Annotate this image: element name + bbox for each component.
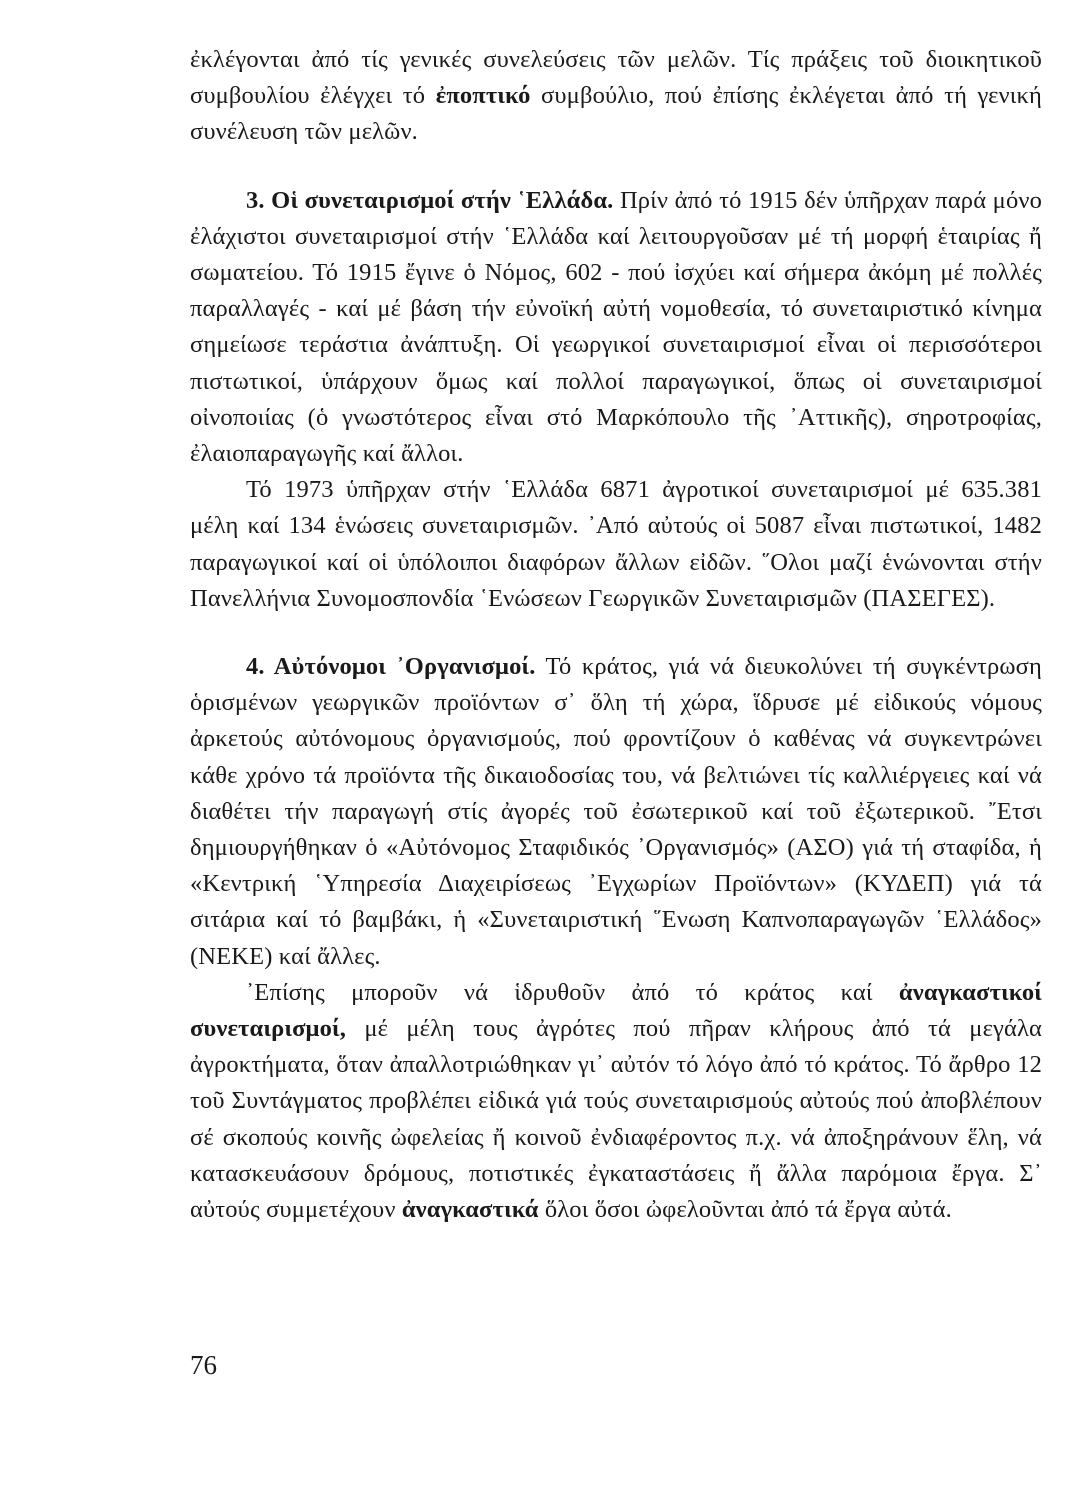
section-4-compulsory-paragraph [190,975,1042,1228]
intro-paragraph [190,42,1042,151]
section-4-p2-mid: μέ μέλη τους ἀγρότες πού πῆραν κλήρους ἀπό τά μεγάλα ἀγροκτήματα, ὅταν ἀπαλλοτριώθηκαν γι᾿ αὐτόν τό λόγο ἀπό τό κράτος. Τό ἄρθρο 12 τοῦ Συντάγματος προβλέπει εἰδικά γιά τούς συνεταιρισμούς αὐτούς πού ἀποβλέπουν σέ σκοπούς κοινῆς ὠφελείας ἤ κοινοῦ ἐνδιαφέροντος π.χ. νά ἀποξηράνουν ἕλη, νά κατασκευάσουν δρόμους, ποτιστικές ἐγκαταστάσεις ἤ ἄλλα παρόμοια ἔργα. Σ᾿ αὐτούς συμμετέχουν [190,1015,1042,1224]
section-4-p2-bold-term-2: ἀναγκαστικά [401,1196,539,1224]
page-number: 76 [190,1350,217,1380]
intro-text-after: συμβούλιο, πού ἐπίσης ἐκλέγεται ἀπό τή γενική συνέλευση τῶν μελῶν. [190,82,1042,146]
section-3-text: Πρίν ἀπό τό 1915 δέν ὑπῆρχαν παρά μόνο ἐλάχιστοι συνεταιρισμοί στήν ῾Ελλάδα καί λειτουργοῦσαν μέ τή μορφή ἑταιρίας ἤ σωματείου. Τό 1915 ἔγινε ὁ Νόμος, 602 - πού ἰσχύει καί σήμερα ἀκόμη μέ πολλές παραλλαγές - καί μέ βάση τήν εὐνοϊκή αὐτή νομοθεσία, τό συνεταιριστικό κίνημα σημείωσε τεράστια ἀνάπτυξη. Οἱ γεωργικοί συνεταιρισμοί εἶναι οἱ περισσότεροι πιστωτικοί, ὑπάρχουν ὅμως καί πολλοί παραγωγικοί, ὅπως οἱ συνεταιρισμοί οἰνοποιίας (ὁ γνωστότερος εἶναι στό Μαρκόπουλο τῆς ᾿Αττικῆς), σηροτροφίας, ἐλαιοπαραγωγῆς καί ἄλλοι. [190,186,1042,468]
intro-text: ἐκλέγονται ἀπό τίς γενικές συνελεύσεις τῶν μελῶν. Τίς πράξεις τοῦ διοικητικοῦ συμβουλίου ἐλέγχει τό [190,46,1042,110]
section-3-stats-paragraph [190,472,1042,617]
section-4-paragraph [190,649,1042,975]
section-4-p2-bold-term-1: ἀναγκαστικοί συνεταιρισμοί, [190,978,1042,1043]
section-4-heading: 4. Αὐτόνομοι ᾿Οργανισμοί. [246,653,536,681]
section-4-text: Τό κράτος, γιά νά διευκολύνει τή συγκέντρωση ὁρισμένων γεωργικῶν προϊόντων σ᾿ ὅλη τή χώρα, ἵδρυσε μέ εἰδικούς νόμους ἀρκετούς αὐτόνομους ὀργανισμούς, πού φροντίζουν ὁ καθένας νά συγκεντρώνει κάθε χρόνο τά προϊόντα τῆς δικαιοδοσίας του, νά βελτιώνει τίς καλλιέργειες καί νά διαθέτει τήν παραγωγή στίς ἀγορές τοῦ ἐσωτερικοῦ καί τοῦ ἐξωτερικοῦ. ῎Ετσι δημιουργήθηκαν ὁ «Αὐτόνομος Σταφιδικός ᾿Οργανισμός» (ΑΣΟ) γιά τή σταφίδα, ἡ «Κεντρική ῾Υπηρεσία Διαχειρίσεως ᾿Εγχωρίων Προϊόντων» (ΚΥΔΕΠ) γιά τά σιτάρια καί τό βαμβάκι, ἡ «Συνεταιριστική ῞Ενωση Καπνοπαραγωγῶν ῾Ελλάδος» (ΝΕΚΕ) καί ἄλλες. [190,653,1042,970]
section-3-heading: 3. Οἱ συνεταιρισμοί στήν ῾Ελλάδα. [246,186,614,214]
intro-bold-term: ἐποπτικό [435,82,531,110]
section-4-p2-start: ᾿Επίσης μποροῦν νά ἱδρυθοῦν ἀπό τό κράτος καί [246,978,899,1006]
page-body [190,42,1042,1228]
section-4-p2-end: ὅλοι ὅσοι ὠφελοῦνται ἀπό τά ἔργα αὐτά. [538,1196,952,1224]
section-3-paragraph [190,183,1042,473]
section-3-stats-text: Τό 1973 ὑπῆρχαν στήν ῾Ελλάδα 6871 ἀγροτικοί συνεταιρισμοί μέ 635.381 μέλη καί 134 ἑνώσεις συνεταιρισμῶν. ᾿Από αὐτούς οἱ 5087 εἶναι πιστωτικοί, 1482 παραγωγικοί καί οἱ ὑπόλοιποι διαφόρων ἄλλων εἰδῶν. ῞Ολοι μαζί ἑνώνονται στήν Πανελλήνια Συνομοσπονδία ῾Ενώσεων Γεωργικῶν Συνεταιρισμῶν (ΠΑΣΕΓΕΣ). [190,476,1042,612]
